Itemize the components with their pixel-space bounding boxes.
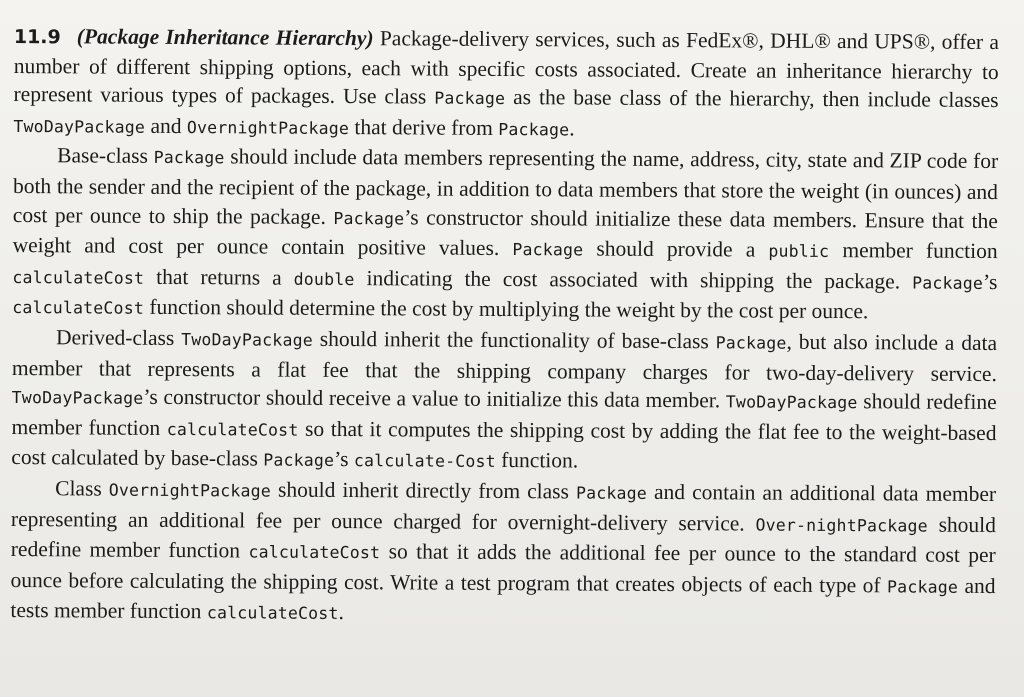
exercise-text xyxy=(10,22,999,633)
code-term: calculateCost xyxy=(12,298,145,319)
code-term: calculate-Cost xyxy=(353,451,496,472)
code-term: Package xyxy=(715,333,787,353)
text-run: . xyxy=(569,116,575,141)
code-term: calculateCost xyxy=(166,419,299,440)
text-run: member function xyxy=(829,238,998,264)
text-run: should provide a xyxy=(583,236,769,262)
text-run: so that it adds the additional fee per ounce to the standard cost per ounce before calculating the shipping cost. Write a test program that creates objects of each type of xyxy=(10,539,996,598)
text-run: ’s xyxy=(982,269,998,294)
text-run: should inherit directly from class xyxy=(270,477,577,504)
code-term: calculateCost xyxy=(206,603,339,624)
text-run: Package-delivery services, such as FedEx®, DHL® and UPS®, offer a number of different shipping options, each with specific costs associated. Create an inheritance hierarchy to represent various types of packages. Use class xyxy=(13,26,999,109)
code-term: TwoDayPackage xyxy=(181,329,313,350)
paragraph-4 xyxy=(10,474,996,633)
code-term: Package xyxy=(575,483,648,503)
text-run: and contain an additional data member representing an additional fee per ounce charged for overnight-delivery service. xyxy=(10,479,997,536)
exercise-number: 11.9 xyxy=(13,25,61,49)
exercise-title: (Package Inheritance Hierarchy) xyxy=(76,24,374,51)
text-run: and xyxy=(145,113,187,138)
text-run: , but also include a data member that represents a flat fee that the shipping company charges for two-day-delivery service. xyxy=(11,329,998,386)
text-run: Derived-class xyxy=(56,325,182,350)
code-term: Package xyxy=(263,450,335,471)
text-run: . xyxy=(338,600,345,625)
code-term: double xyxy=(293,269,355,289)
text-run: ’s constructor should receive a value to initialize this data member. xyxy=(143,384,726,413)
code-term: calculateCost xyxy=(248,542,381,563)
code-term: Package xyxy=(512,240,584,260)
text-run: indicating the cost associated with shipping the package. xyxy=(354,265,913,294)
text-run: Class xyxy=(55,476,109,501)
code-term: Package xyxy=(498,119,570,140)
code-term: TwoDayPackage xyxy=(11,388,144,408)
code-term: Package xyxy=(912,273,984,293)
text-run: as the base class of the hierarchy, then include classes xyxy=(505,85,999,113)
text-run: so that it computes the shipping cost by adding the flat fee to the weight-based cost calculated by base-class xyxy=(11,416,997,471)
text-run: ’s constructor should initialize these data members. Ensure that the weight and cost per ounce contain positive values. xyxy=(12,204,998,261)
paragraph-3 xyxy=(11,323,997,480)
code-term: TwoDayPackage xyxy=(13,116,146,137)
text-run: function. xyxy=(495,448,579,473)
text-run: should redefine member function xyxy=(11,389,997,440)
code-term: Package xyxy=(153,148,225,168)
text-run: that returns a xyxy=(144,264,294,290)
paragraph-2 xyxy=(12,141,998,329)
text-run: and tests member function xyxy=(10,573,996,624)
text-run: function should determine the cost by multiplying the weight by the cost per ounce. xyxy=(143,295,869,324)
text-run: should redefine member function xyxy=(10,512,997,563)
text-run: ’s xyxy=(334,447,354,472)
code-term: public xyxy=(768,241,830,262)
code-term: calculateCost xyxy=(12,267,145,288)
code-term: Package xyxy=(434,88,506,109)
text-run: should inherit the functionality of base-class xyxy=(312,326,716,354)
code-term: OvernightPackage xyxy=(186,117,350,138)
text-run: that derive from xyxy=(348,114,499,140)
text-run: should include data members representing the name, address, city, state and ZIP code for both the sender and the recipient of the package, in addition to data members that store the weight (in ounces) and cost per ounce to ship the package. xyxy=(12,144,999,229)
code-term: Over-nightPackage xyxy=(755,515,928,536)
code-term: TwoDayPackage xyxy=(725,392,858,413)
text-run: Base-class xyxy=(57,143,154,169)
code-term: Package xyxy=(333,208,405,228)
code-term: Package xyxy=(887,577,959,597)
code-term: OvernightPackage xyxy=(108,480,272,501)
paragraph-1 xyxy=(13,22,999,147)
